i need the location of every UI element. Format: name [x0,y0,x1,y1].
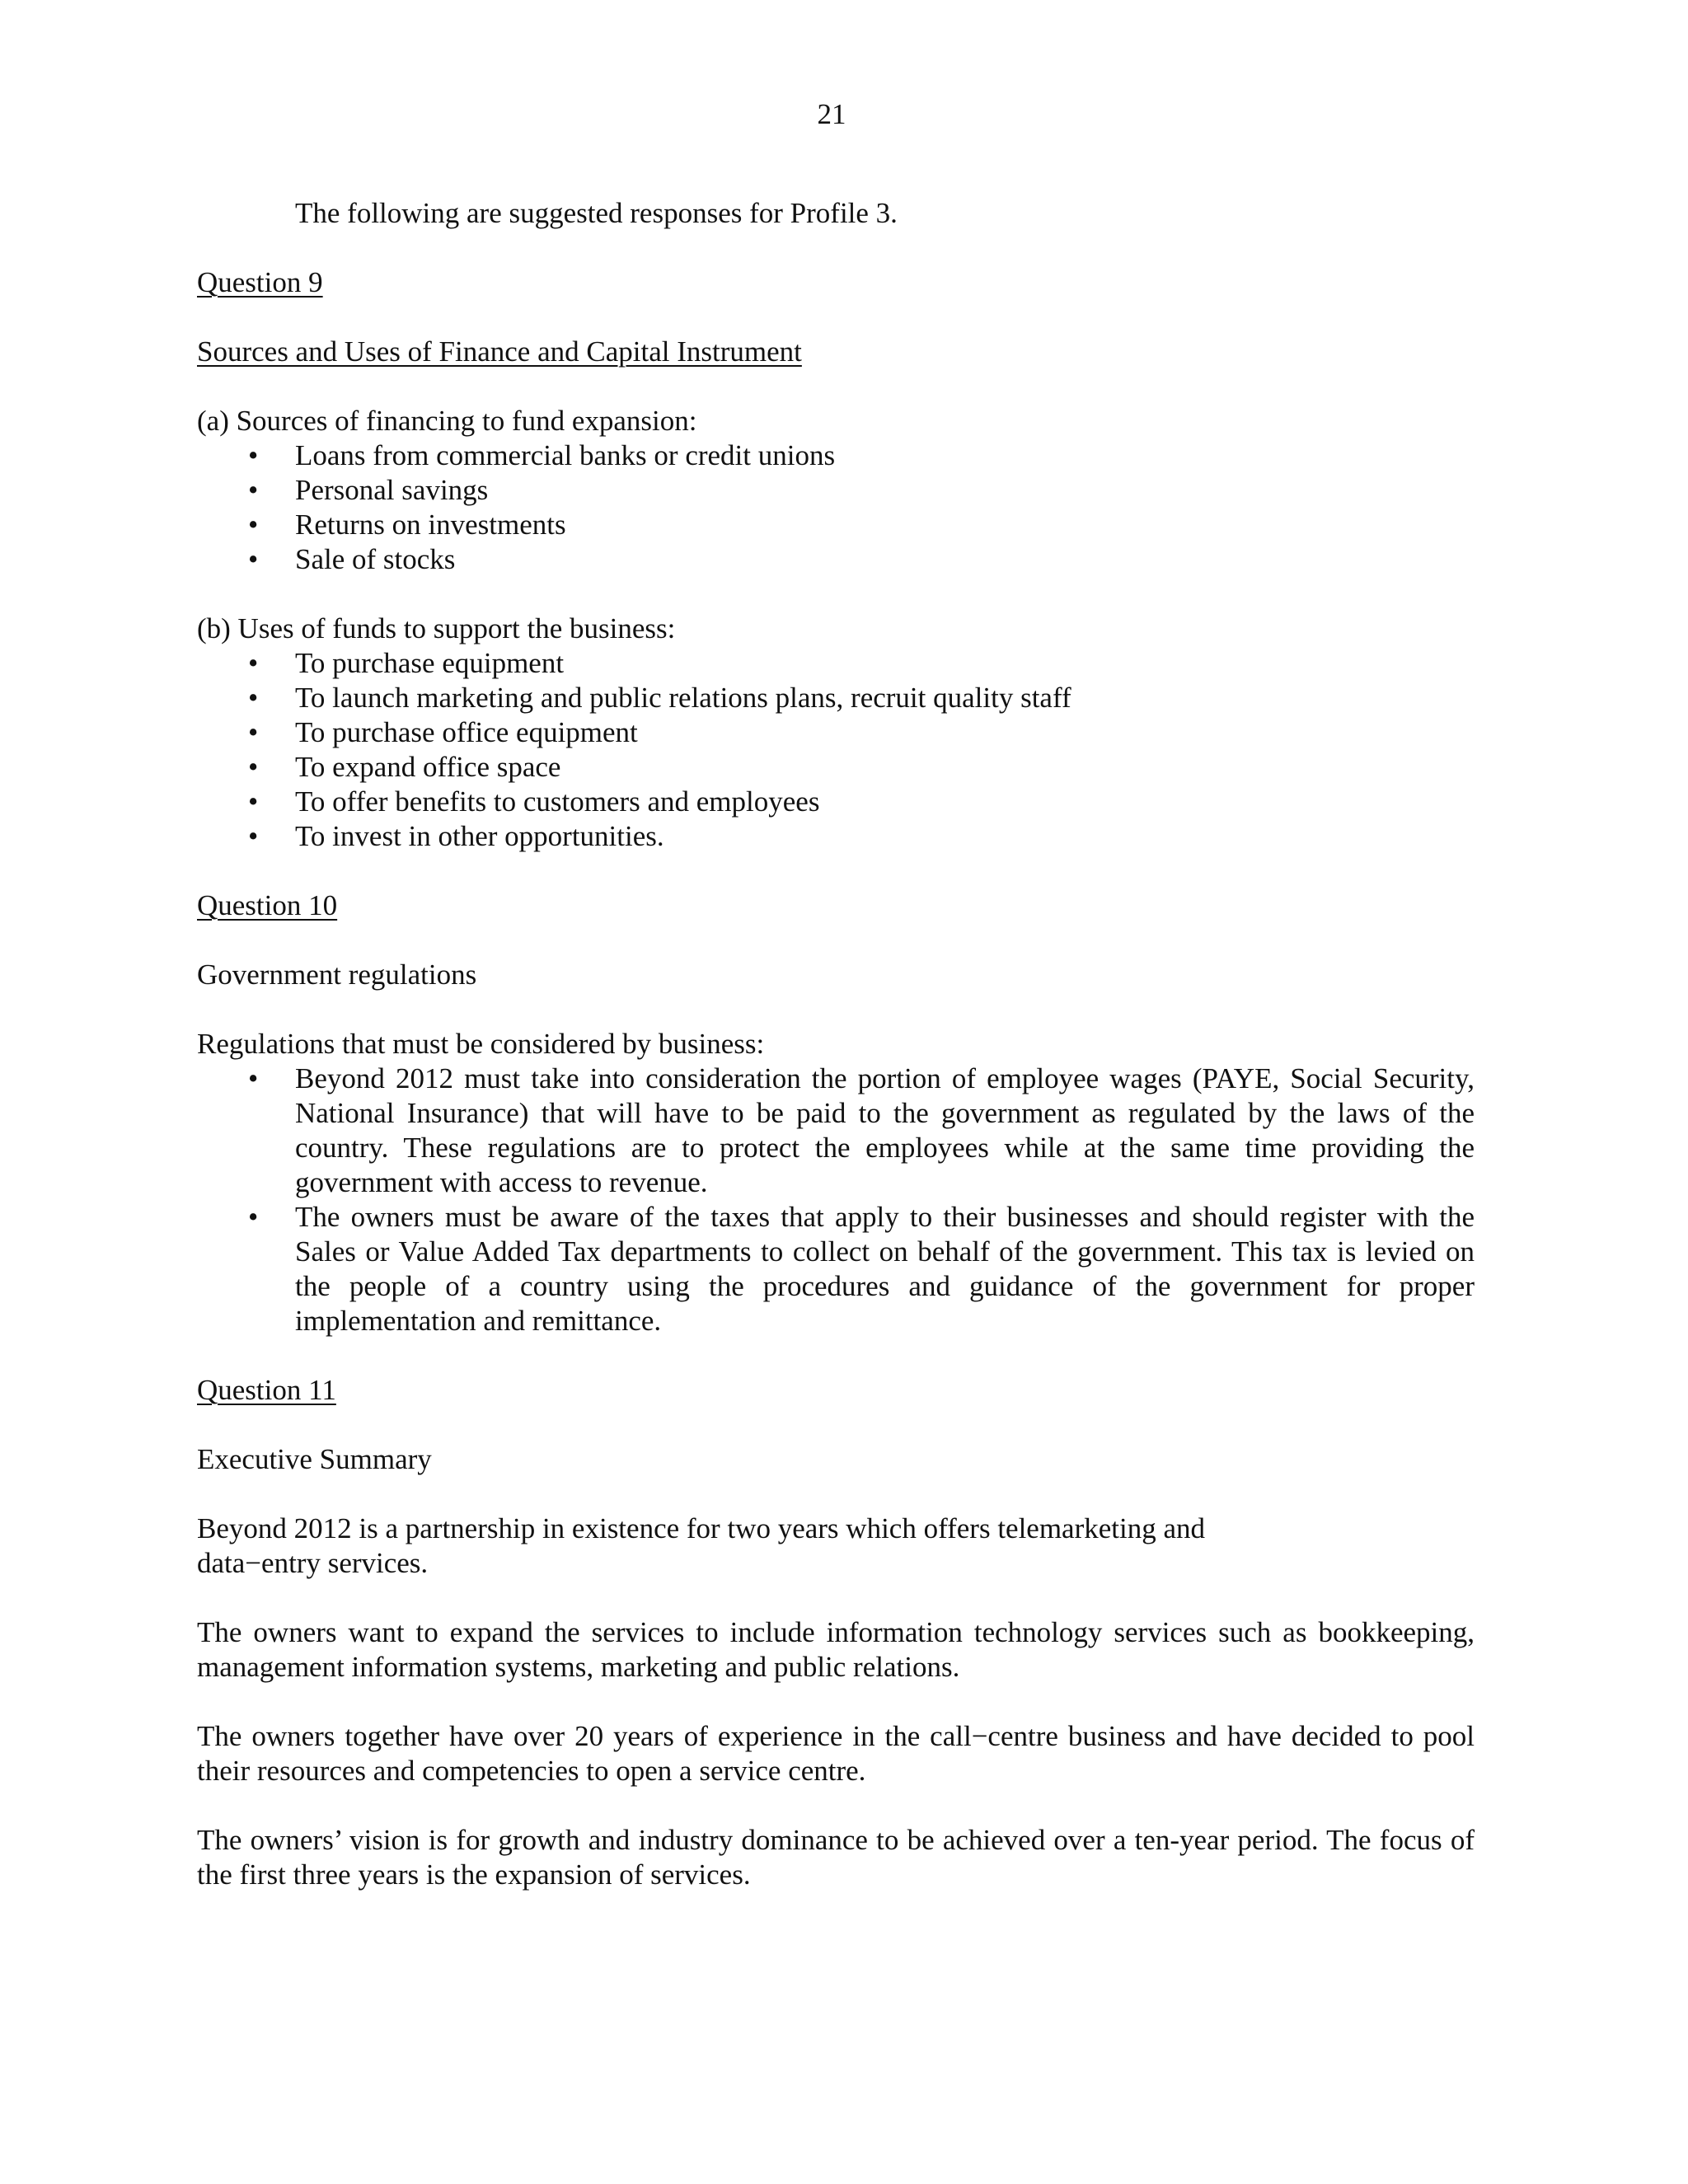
summary-line: data−entry services. [197,1547,429,1579]
page-content [197,196,1475,1892]
list-item: • The owners must be aware of the taxes that apply to their businesses and should register with the Sales or Value Added Tax departments to collect on behalf of the government. This tax is levied on the people of a country using the procedures and guidance of the government for proper implementation and remittance. [248,1201,1475,1337]
summary-paragraph-3: The owners together have over 20 years of experience in the call−centre business and have decided to pool their resources and competencies to open a service centre. [197,1720,1475,1787]
bullet-icon: • [248,751,259,783]
bullet-icon: • [248,543,259,575]
list-item: • Returns on investments [248,509,566,541]
list-item: • Sale of stocks [248,543,456,575]
question-11-heading: Question 11 [197,1374,336,1406]
bullet-icon: • [248,1201,259,1233]
sources-list [197,438,1475,577]
list-item: • Beyond 2012 must take into consideration the portion of employee wages (PAYE, Social Security, National Insurance) that will have to be paid to the government as regulated by the laws of the country. These regulations are to protect the employees while at the same time providing the government with access to revenue. [248,1062,1475,1198]
uses-list [197,646,1475,854]
question-10-heading: Question 10 [197,889,338,921]
bullet-icon: • [248,439,259,471]
list-item: • To launch marketing and public relations plans, recruit quality staff [248,682,1071,714]
summary-paragraph-4: The owners’ vision is for growth and industry dominance to be achieved over a ten-year period. The focus of the first three years is the expansion of services. [197,1824,1475,1891]
list-item: • Loans from commercial banks or credit unions [248,439,836,471]
summary-paragraph-2: The owners want to expand the services to include information technology services such as bookkeeping, management information systems, marketing and public relations. [197,1616,1475,1683]
question-9-topic: Sources and Uses of Finance and Capital Instrument [197,335,802,368]
bullet-icon: • [248,1062,259,1094]
bullet-icon: • [248,820,259,852]
bullet-icon: • [248,647,259,679]
question-9-heading: Question 9 [197,266,323,298]
sources-label: (a) Sources of financing to fund expansion: [197,405,697,437]
list-item: • Personal savings [248,474,489,506]
page-number: 21 [817,98,846,130]
regulations-intro: Regulations that must be considered by business: [197,1028,765,1060]
list-item: • To purchase equipment [248,647,565,679]
bullet-icon: • [248,509,259,541]
summary-paragraph-1 [197,1511,1475,1581]
intro-text: The following are suggested responses for Profile 3. [295,197,898,229]
uses-label: (b) Uses of funds to support the business: [197,612,676,644]
list-item: • To offer benefits to customers and employees [248,785,820,818]
question-10-topic: Government regulations [197,958,477,991]
question-11-topic: Executive Summary [197,1443,432,1475]
list-item: • To invest in other opportunities. [248,820,664,852]
list-item: • To purchase office equipment [248,716,638,748]
summary-line: Beyond 2012 is a partnership in existence for two years which offers telemarketing and [197,1512,1206,1544]
bullet-icon: • [248,785,259,818]
list-item: • To expand office space [248,751,561,783]
bullet-icon: • [248,474,259,506]
regulations-list [197,1062,1475,1338]
bullet-icon: • [248,716,259,748]
bullet-icon: • [248,682,259,714]
